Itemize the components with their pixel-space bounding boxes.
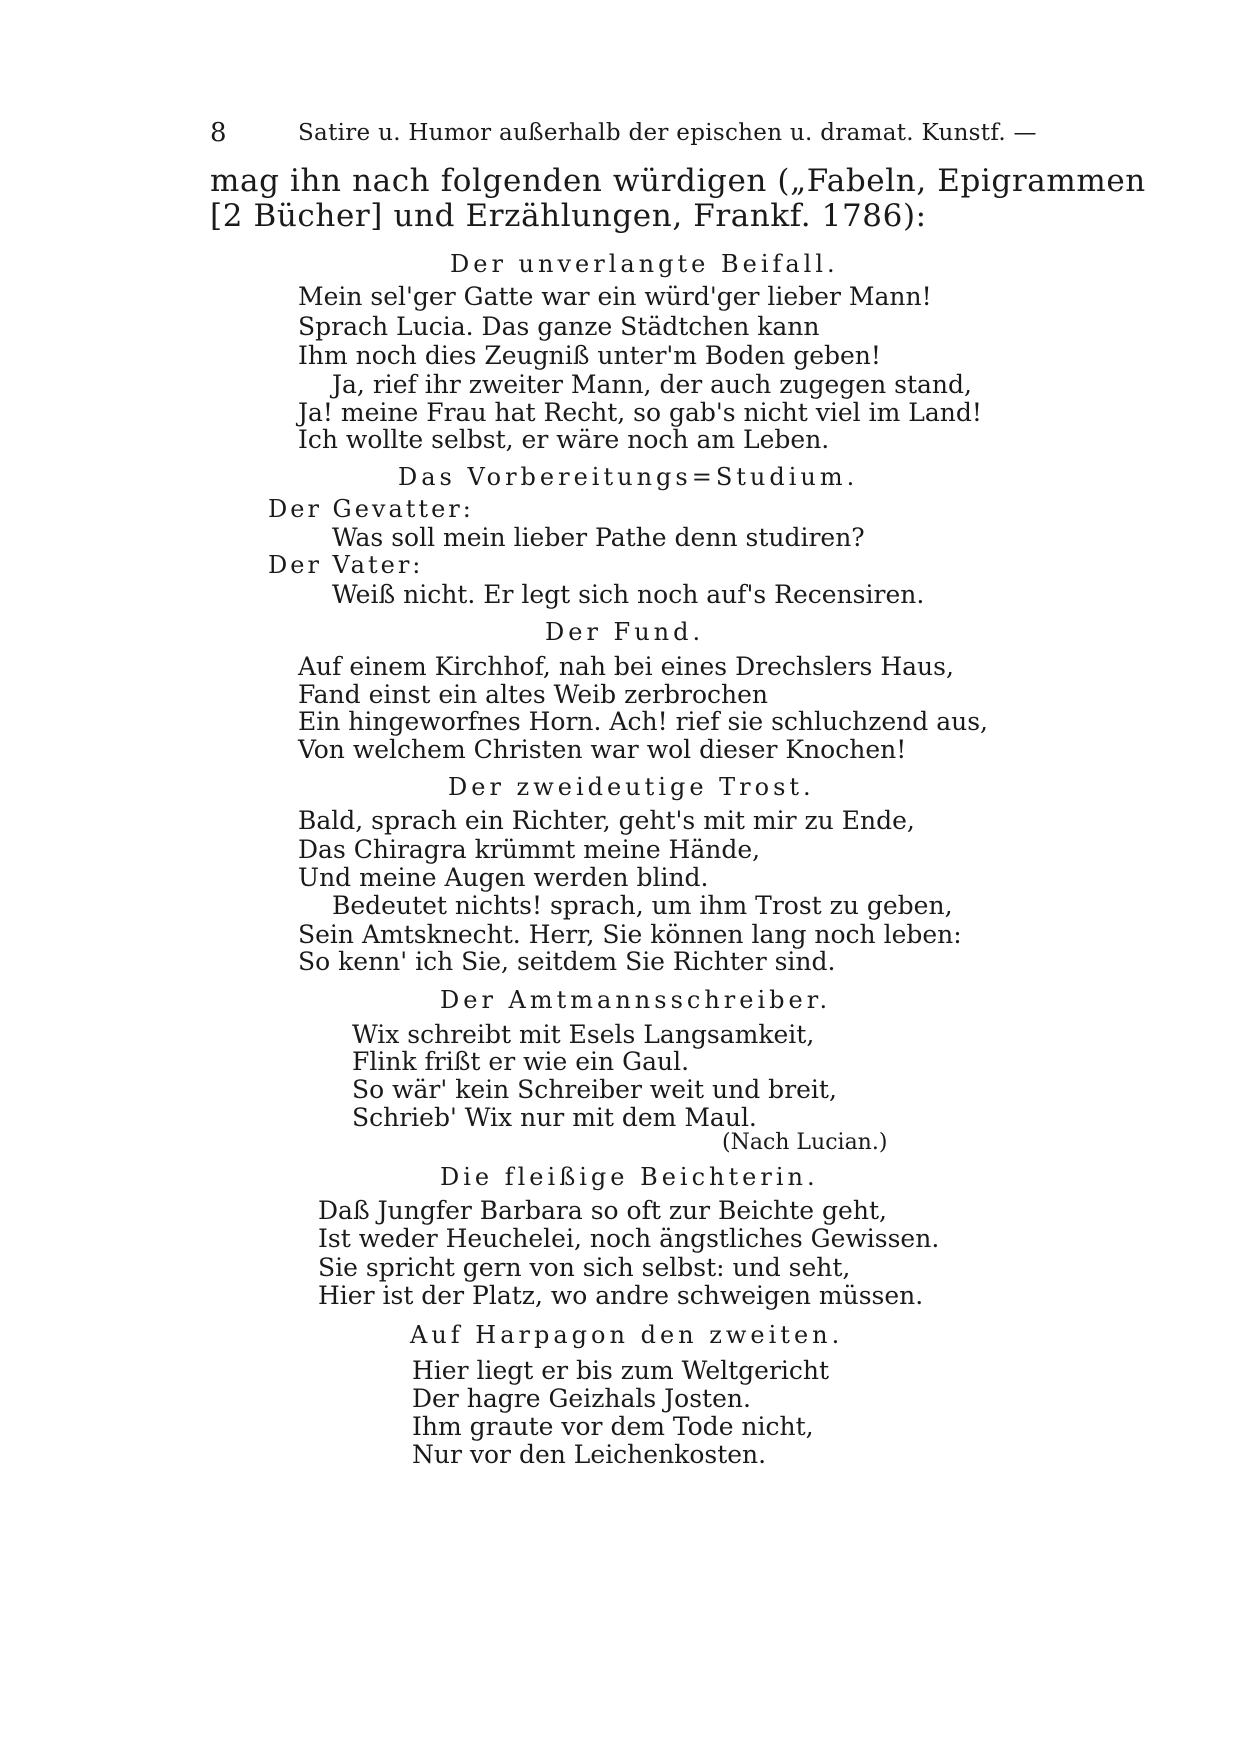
poem-line: Bald, sprach ein Richter, geht's mit mir zu Ende, <box>298 806 915 835</box>
poem-line: Ihm noch dies Zeugniß unter'm Boden geben! <box>298 341 881 370</box>
page-number: 8 <box>210 118 227 148</box>
poem-line: Was soll mein lieber Pathe denn studiren? <box>332 523 865 552</box>
poem-line: Weiß nicht. Er legt sich noch auf's Recensiren. <box>332 580 925 609</box>
poem-line: Und meine Augen werden blind. <box>298 863 709 892</box>
dialogue-speaker: Der Vater: <box>268 551 424 579</box>
poem-line: Daß Jungfer Barbara so oft zur Beichte geht, <box>318 1196 887 1225</box>
poem-line: Ist weder Heuchelei, noch ängstliches Gewissen. <box>318 1224 940 1253</box>
poem-title: Der unverlangte Beifall. <box>450 250 839 278</box>
poem-line: Sprach Lucia. Das ganze Städtchen kann <box>298 312 820 341</box>
intro-line: [2 Bücher] und Erzählungen, Frankf. 1786): <box>210 198 927 234</box>
poem-line: So kenn' ich Sie, seitdem Sie Richter sind. <box>298 947 836 976</box>
poem-line: Ein hingeworfnes Horn. Ach! rief sie schluchzend aus, <box>298 707 989 736</box>
poem-line: Hier liegt er bis zum Weltgericht <box>412 1356 830 1385</box>
poem-line: Ihm graute vor dem Tode nicht, <box>412 1412 814 1441</box>
poem-line: Mein sel'ger Gatte war ein würd'ger lieber Mann! <box>298 282 932 311</box>
poem-line: Sie spricht gern von sich selbst: und seht, <box>318 1253 851 1282</box>
poem-line: Wix schreibt mit Esels Langsamkeit, <box>352 1020 815 1049</box>
poem-title: Der zweideutige Trost. <box>448 773 815 801</box>
poem-title: Der Fund. <box>545 618 705 646</box>
poem-line: Das Chiragra krümmt meine Hände, <box>298 835 761 864</box>
poem-line: Auf einem Kirchhof, nah bei eines Drechslers Haus, <box>298 652 954 681</box>
dialogue-speaker: Der Gevatter: <box>268 495 474 523</box>
poem-line: Sein Amtsknecht. Herr, Sie können lang noch leben: <box>298 920 962 949</box>
poem-line: Fand einst ein altes Weib zerbrochen <box>298 680 768 709</box>
poem-title: Die fleißige Beichterin. <box>440 1163 819 1191</box>
intro-line: mag ihn nach folgenden würdigen („Fabeln, Epigrammen <box>210 163 1146 199</box>
poem-line: Der hagre Geizhals Josten. <box>412 1384 751 1413</box>
poem-line: Hier ist der Platz, wo andre schweigen müssen. <box>318 1281 924 1310</box>
attribution: (Nach Lucian.) <box>722 1130 888 1155</box>
poem-line: Ja, rief ihr zweiter Mann, der auch zugegen stand, <box>332 370 972 399</box>
poem-title: Der Amtmannsschreiber. <box>440 986 832 1014</box>
poem-line: Schrieb' Wix nur mit dem Maul. <box>352 1103 757 1132</box>
poem-line: Nur vor den Leichenkosten. <box>412 1440 767 1469</box>
poem-line: Bedeutet nichts! sprach, um ihm Trost zu geben, <box>332 891 953 920</box>
poem-line: So wär' kein Schreiber weit und breit, <box>352 1075 837 1104</box>
poem-line: Von welchem Christen war wol dieser Knochen! <box>298 735 907 764</box>
poem-line: Ja! meine Frau hat Recht, so gab's nicht viel im Land! <box>298 398 982 427</box>
poem-line: Flink frißt er wie ein Gaul. <box>352 1047 690 1076</box>
poem-line: Ich wollte selbst, er wäre noch am Leben. <box>298 425 830 454</box>
poem-title: Auf Harpagon den zweiten. <box>410 1321 844 1349</box>
poem-title: Das Vorbereitungs=Studium. <box>398 463 859 491</box>
running-header: Satire u. Humor außerhalb der epischen u. dramat. Kunstf. — <box>298 120 1037 146</box>
